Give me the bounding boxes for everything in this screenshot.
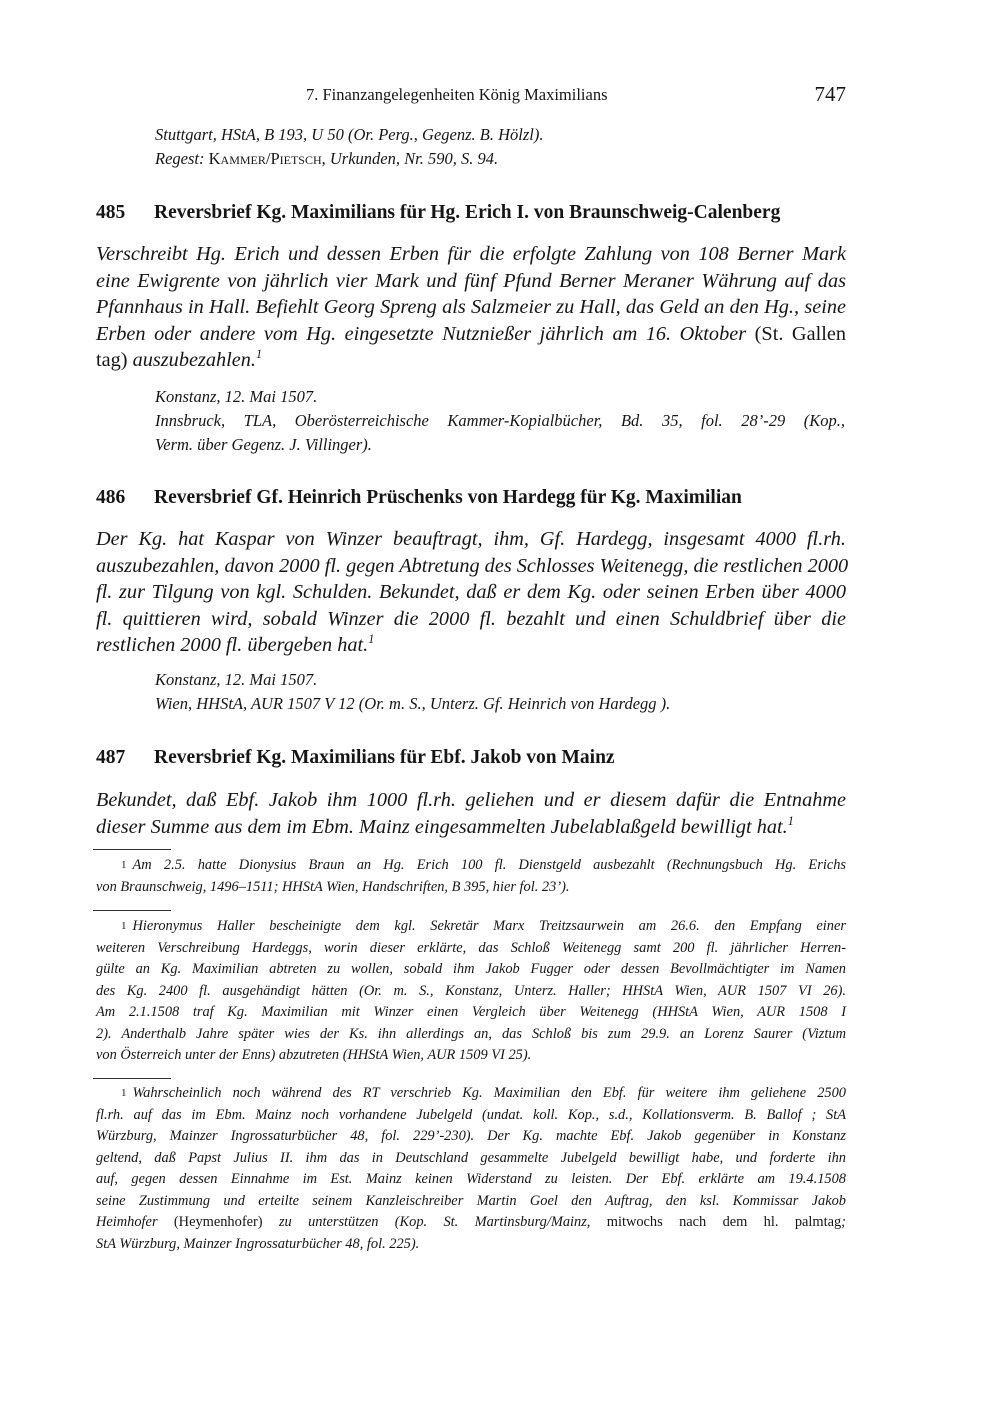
- regest-author: Kammer/Pietsch,: [208, 149, 326, 168]
- summary-text: Erben oder andere vom Hg. eingesetzte Nutznießer jährlich am 16. Oktober: [96, 322, 747, 345]
- entry-summary: [96, 526, 849, 659]
- footnote-line: Am 2.1.1508 traf Kg. Maximilian mit Winzer einen Vergleich über Weitenegg (HHStA Wien, AUR 1508 I: [96, 1004, 846, 1020]
- footnote-line: des Kg. 2400 fl. ausgehändigt hätten (Or. m. S., Konstanz, Unterz. Haller; HHStA Wien, AUR 1507 VI 26).: [96, 982, 846, 999]
- footnote-text: ;: [841, 1214, 846, 1230]
- summary-text: dieser Summe aus dem im Ebm. Mainz eingesammelten Jubelablaßgeld bewilligt hat.: [96, 815, 788, 838]
- summary-line: eine Ewigrente von jährlich vier Mark und fünf Pfund Berner Meraner Währung auf das: [96, 269, 846, 292]
- footnote-line: [96, 916, 846, 938]
- footnote-rule: [93, 849, 171, 850]
- entry-sources: [155, 668, 845, 716]
- footnote-mark: 1: [121, 1087, 127, 1099]
- footnote-line: [96, 855, 846, 877]
- footnote-marker[interactable]: 1: [255, 347, 263, 362]
- source-line: Konstanz, 12. Mai 1507.: [155, 387, 318, 406]
- footnote-line: weiteren Verschreibung Hardeggs, worin dieser erklärte, das Schloß Weitenegg samt 200 fl. jährlicher Herren-: [96, 939, 846, 956]
- footnote: [96, 916, 846, 1067]
- summary-line: Pfannhaus in Hall. Befiehlt Georg Spreng als Salzmeier zu Hall, das Geld an den Hg., seine: [96, 296, 846, 319]
- summary-text: auszubezahlen.: [132, 349, 256, 372]
- footnote-text: Heimhofer: [96, 1214, 158, 1230]
- entry-sources: [155, 385, 845, 457]
- footnote-rule: [93, 1078, 171, 1079]
- regest-line: [155, 147, 845, 171]
- entry-number: 486: [96, 487, 126, 508]
- entry-title: Reversbrief Kg. Maximilians für Hg. Erich I. von Braunschweig-Calenberg: [154, 202, 781, 223]
- running-header: [300, 82, 850, 108]
- summary-line: Verschreibt Hg. Erich und dessen Erben für die erfolgte Zahlung von 108 Berner Mark: [96, 243, 846, 265]
- summary-text: restlichen 2000 fl. übergeben hat.: [96, 634, 369, 657]
- summary-line: Bekundet, daß Ebf. Jakob ihm 1000 fl.rh. geliehen und er diesem dafür die Entnahme: [96, 789, 846, 811]
- footnote-text: Am 2.5. hatte Dionysius Braun an Hg. Erich 100 fl. Dienstgeld ausbezahlt (Rechnungsbuch Hg. Erichs: [132, 857, 846, 873]
- footnote-line: seine Zustimmung und erteilte seinem Kanzleischreiber Martin Goel den Auftrag, den ksl. Kommissar Jakob: [96, 1192, 846, 1209]
- footnote-upright-text: mitwochs nach dem hl. palmtag: [606, 1214, 842, 1230]
- regest-label: Regest:: [155, 149, 205, 168]
- running-title: 7. Finanzangelegenheiten König Maximilians: [306, 85, 608, 104]
- footnote-upright-text: (Heymenhofer): [173, 1214, 263, 1230]
- summary-line: auszubezahlen, davon 2000 fl. gegen Abtretung des Schlosses Weitenegg, die restlichen 2000: [96, 554, 849, 577]
- previous-entry-sources: [155, 123, 845, 171]
- entry-title: Reversbrief Kg. Maximilians für Ebf. Jakob von Mainz: [154, 747, 615, 768]
- source-line: Verm. über Gegenz. J. Villinger).: [155, 435, 372, 454]
- footnote-line: auf, gegen dessen Einnahme im Est. Mainz keinen Widerstand zu leisten. Der Ebf. erklärte am 19.4.1508: [96, 1171, 846, 1187]
- source-line: Konstanz, 12. Mai 1507.: [155, 670, 318, 689]
- summary-line: [96, 347, 846, 374]
- entry-heading: [96, 202, 856, 224]
- footnote-line: [96, 1212, 846, 1234]
- footnote-line: geltend, daß Papst Julius II. ihm das in Deutschland gesammelte Jubelgeld bewilligt habe, und forderte ihn: [96, 1149, 846, 1166]
- entry-number: 487: [96, 747, 126, 768]
- summary-line: [96, 321, 846, 348]
- entry-heading: [96, 747, 856, 769]
- footnote-line: StA Würzburg, Mainzer Ingrossaturbücher 48, fol. 225).: [96, 1235, 420, 1252]
- footnote-mark: 1: [121, 859, 127, 871]
- footnote: [96, 855, 846, 898]
- footnote-line: von Braunschweig, 1496–1511; HHStA Wien, Handschriften, B 395, hier fol. 23’).: [96, 878, 570, 895]
- footnote-line: von Österreich unter der Enns) abzutreten (HHStA Wien, AUR 1509 VI 25).: [96, 1047, 532, 1063]
- summary-line: [96, 814, 846, 841]
- footnote-marker[interactable]: 1: [368, 632, 375, 647]
- footnote-marker[interactable]: 1: [787, 813, 794, 828]
- footnote-text: Wahrscheinlich noch während des RT verschrieb Kg. Maximilian den Ebf. für weitere ihm geliehene 2500: [132, 1085, 846, 1101]
- regest-reference: Urkunden, Nr. 590, S. 94.: [329, 149, 499, 168]
- footnote-line: 2). Anderthalb Jahre später wies der Ks. ihn allerdings an, das Schloß bis zum 29.9. an Lorenz Saurer (Viztum: [96, 1025, 846, 1042]
- footnote-line: [96, 1083, 846, 1105]
- source-line: Innsbruck, TLA, Oberösterreichische Kammer-Kopialbücher, Bd. 35, fol. 28’-29 (Kop.,: [155, 411, 845, 430]
- footnote-text: Hieronymus Haller bescheinigte dem kgl. Sekretär Marx Treitzsaurwein am 26.6. den Empfang einer: [132, 918, 846, 934]
- entry-heading: [96, 487, 856, 509]
- entry-title: Reversbrief Gf. Heinrich Prüschenks von Hardegg für Kg. Maximilian: [154, 487, 742, 508]
- summary-line: fl. zur Tilgung von kgl. Schulden. Bekundet, daß er dem Kg. oder seinen Erben über 4000: [96, 581, 846, 604]
- footnote-mark: 1: [121, 920, 127, 932]
- footnote-rule: [93, 910, 171, 911]
- footnote-text: zu unterstützen (Kop. St. Martinsburg/Mainz,: [278, 1214, 591, 1230]
- source-line: Stuttgart, HStA, B 193, U 50 (Or. Perg., Gegenz. B. Hölzl).: [155, 125, 544, 144]
- summary-upright-text: (St. Gallen: [754, 322, 846, 345]
- footnote-line: Würzburg, Mainzer Ingrossaturbücher 48, fol. 229’-230). Der Kg. machte Ebf. Jakob gegenüber in Konstanz: [96, 1128, 846, 1144]
- summary-upright-text: tag): [96, 349, 128, 372]
- entry-summary: [96, 241, 846, 374]
- entry-summary: [96, 787, 846, 840]
- source-line: Wien, HHStA, AUR 1507 V 12 (Or. m. S., Unterz. Gf. Heinrich von Hardegg ).: [155, 694, 671, 713]
- footnote: [96, 1083, 846, 1255]
- page-number: 747: [814, 82, 846, 106]
- summary-line: [96, 632, 846, 659]
- footnote-line: gülte an Kg. Maximilian abtreten zu wollen, sobald ihm Jakob Fugger oder dessen Bevollmächtigter im Namen: [96, 961, 846, 977]
- summary-line: fl. quittieren wird, sobald Winzer die 2000 fl. bezahlt und einen Schuldbrief über die: [96, 607, 846, 630]
- summary-line: Der Kg. hat Kaspar von Winzer beauftragt, ihm, Gf. Hardegg, insgesamt 4000 fl.rh.: [96, 528, 846, 550]
- entry-number: 485: [96, 202, 126, 223]
- footnote-line: fl.rh. auf das im Ebm. Mainz noch vorhandene Jubelgeld (undat. koll. Kop., s.d., Kollationsverm. B. Ballof ; StA: [96, 1106, 846, 1123]
